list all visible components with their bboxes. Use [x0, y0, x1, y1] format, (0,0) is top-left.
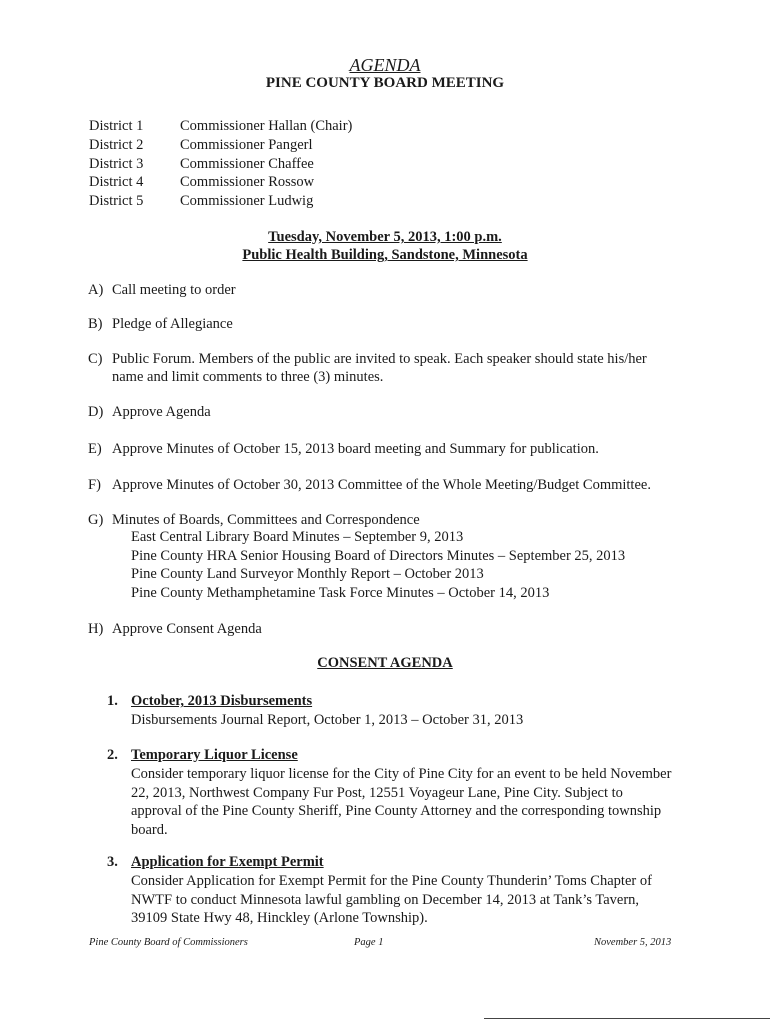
consent-item-number: 3.: [107, 854, 118, 870]
document-title: AGENDA: [349, 55, 421, 75]
district-row: [89, 193, 352, 212]
item-text-continued: name and limit comments to three (3) minutes.: [112, 369, 384, 385]
item-text: Pledge of Allegiance: [112, 316, 233, 332]
minutes-entry: Pine County HRA Senior Housing Board of Directors Minutes – September 25, 2013: [131, 547, 626, 564]
consent-item-heading: Application for Exempt Permit: [131, 854, 324, 870]
agenda-item-e: [88, 440, 599, 458]
district-row: [89, 137, 352, 156]
consent-item-body: Consider Application for Exempt Permit for the Pine County Thunderin’ Toms Chapter of NWTF to conduct Minnesota lawful gambling on December 14, 2013 at Tank’s Tavern, 39109 State Hwy 48, Hinckley (Arlone Township).: [131, 873, 652, 926]
agenda-item-d: [88, 403, 211, 421]
minutes-list: [131, 528, 625, 602]
item-letter: C): [88, 351, 103, 367]
consent-item-body: Disbursements Journal Report, October 1, 2013 – October 31, 2013: [131, 712, 524, 728]
commissioner-name: Commissioner Ludwig: [180, 193, 314, 210]
footer-left: Pine County Board of Commissioners: [89, 937, 248, 948]
agenda-item-a: [88, 281, 236, 299]
meeting-location: Public Health Building, Sandstone, Minnesota: [242, 247, 528, 263]
bottom-rule: [484, 1018, 770, 1019]
item-text: Minutes of Boards, Committees and Correspondence: [112, 512, 420, 528]
item-text: Public Forum. Members of the public are invited to speak. Each speaker should state his/her: [112, 351, 647, 367]
agenda-item-f: [88, 476, 651, 494]
district-row: [89, 156, 352, 175]
district-row: [89, 118, 352, 137]
agenda-item-c: [88, 350, 647, 386]
item-letter: F): [88, 477, 101, 493]
agenda-item-h: [88, 620, 262, 638]
consent-item-number: 2.: [107, 747, 118, 763]
agenda-item-b: [88, 315, 233, 333]
commissioner-name: Commissioner Hallan (Chair): [180, 118, 353, 134]
meeting-date: Tuesday, November 5, 2013, 1:00 p.m.: [268, 229, 502, 245]
consent-agenda-heading: CONSENT AGENDA: [317, 655, 453, 671]
agenda-item-g: [88, 511, 420, 529]
commissioner-name: Commissioner Pangerl: [180, 136, 313, 153]
item-letter: G): [88, 512, 104, 528]
district-label: District 3: [89, 155, 144, 172]
item-text: Approve Agenda: [112, 404, 211, 420]
district-row: [89, 174, 352, 193]
item-letter: A): [88, 282, 104, 298]
consent-item-number: 1.: [107, 693, 118, 709]
district-label: District 1: [89, 118, 144, 134]
minutes-entry: East Central Library Board Minutes – September 9, 2013: [131, 529, 464, 545]
consent-item-heading: October, 2013 Disbursements: [131, 693, 313, 709]
consent-item-heading: Temporary Liquor License: [131, 747, 298, 763]
minutes-entry: Pine County Methamphetamine Task Force Minutes – October 14, 2013: [131, 584, 550, 601]
district-label: District 2: [89, 136, 144, 153]
item-text: Call meeting to order: [112, 282, 236, 298]
item-letter: D): [88, 404, 104, 420]
item-letter: E): [88, 441, 102, 457]
item-text: Approve Consent Agenda: [112, 621, 262, 637]
district-list: [89, 118, 352, 212]
commissioner-name: Commissioner Rossow: [180, 174, 315, 191]
document-subtitle: PINE COUNTY BOARD MEETING: [265, 75, 505, 91]
footer-date: November 5, 2013: [594, 937, 672, 948]
item-text: Approve Minutes of October 15, 2013 board meeting and Summary for publication.: [112, 441, 599, 457]
footer-page-number: Page 1: [354, 937, 384, 948]
minutes-entry: Pine County Land Surveyor Monthly Report – October 2013: [131, 566, 484, 582]
item-text: Approve Minutes of October 30, 2013 Committee of the Whole Meeting/Budget Committee.: [112, 477, 651, 493]
item-letter: H): [88, 621, 104, 637]
consent-item-body: Consider temporary liquor license for the City of Pine City for an event to be held November 22, 2013, Northwest Company Fur Post, 12551 Voyageur Lane, Pine City. Subject to approval of the Pine County Sheriff, Pine County Attorney and the corresponding township board.: [131, 766, 672, 838]
commissioner-name: Commissioner Chaffee: [180, 155, 314, 172]
item-letter: B): [88, 316, 103, 332]
district-label: District 5: [89, 193, 144, 210]
district-label: District 4: [89, 174, 144, 191]
